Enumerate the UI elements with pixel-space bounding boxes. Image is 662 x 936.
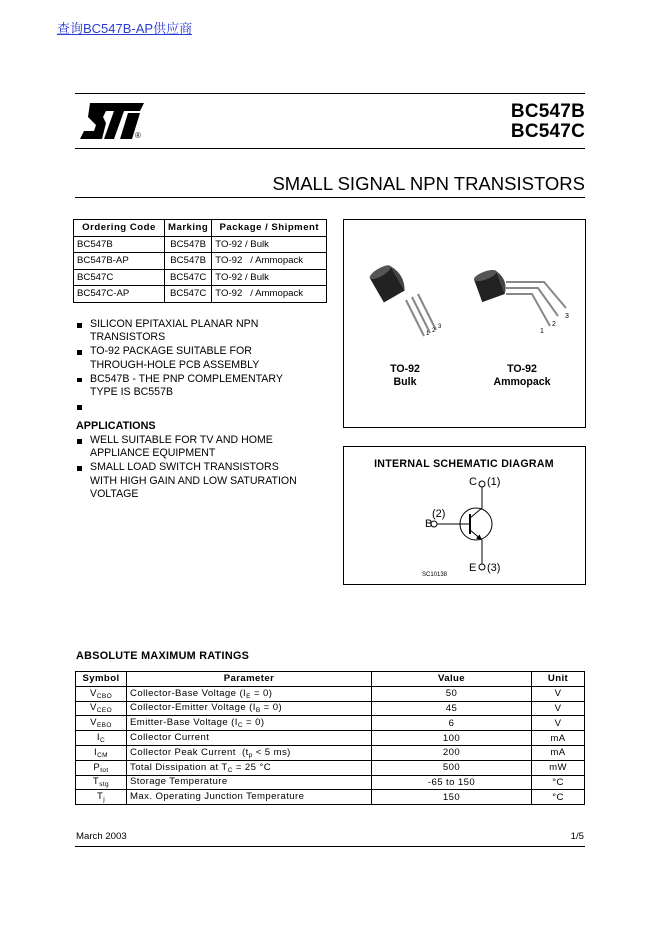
package-shipment: TO-92 / Bulk bbox=[212, 269, 327, 286]
unit-cell: V bbox=[532, 701, 585, 716]
applications-heading: APPLICATIONS bbox=[76, 420, 156, 432]
to92-ammopack-icon bbox=[472, 268, 572, 338]
symbol-cell: $I_C$ bbox=[76, 731, 127, 746]
parameter-cell: Max. Operating Junction Temperature bbox=[127, 790, 372, 805]
parameter-cell: Emitter-Base Voltage $(I_C = 0)$ bbox=[127, 716, 372, 731]
table-row bbox=[76, 731, 585, 746]
header-ordering-code: Ordering Code bbox=[74, 220, 165, 237]
unit-cell: °C bbox=[532, 775, 585, 790]
marking: BC547B bbox=[165, 236, 212, 253]
marking: BC547C bbox=[165, 269, 212, 286]
table-row bbox=[76, 790, 585, 805]
ordering-code: BC547B-AP bbox=[74, 253, 165, 270]
unit-cell: mA bbox=[532, 745, 585, 760]
collector-pin: (1) bbox=[487, 476, 501, 488]
footer-date: March 2003 bbox=[76, 831, 127, 842]
parameter-cell: Total Dissipation at $T_C = 25$ °C bbox=[127, 760, 372, 775]
parameter-cell: Collector Peak Current ($t_p < 5$ ms) bbox=[127, 745, 372, 760]
table-row bbox=[76, 701, 585, 716]
amr-table bbox=[75, 671, 585, 805]
ammopack-label: TO-92 Ammopack bbox=[493, 363, 551, 388]
package-shipment: TO-92 / Ammopack bbox=[212, 253, 327, 270]
bulk-pin-2: 2 bbox=[432, 328, 436, 334]
feature-item: BC547B - THE PNP COMPLEMENTARY TYPE IS BC557B bbox=[76, 373, 336, 400]
ordering-table-header bbox=[74, 220, 327, 237]
unit-cell: mA bbox=[532, 731, 585, 746]
table-row bbox=[74, 269, 327, 286]
datasheet-vendor-link[interactable]: 查询BC547B-AP供应商 bbox=[57, 21, 193, 36]
parameter-cell: Collector-Base Voltage $(I_E = 0)$ bbox=[127, 686, 372, 701]
header-symbol: Symbol bbox=[76, 672, 127, 687]
application-item: WELL SUITABLE FOR TV AND HOME APPLIANCE EQUIPMENT bbox=[76, 434, 336, 461]
package-shipment: TO-92 / Ammopack bbox=[212, 286, 327, 303]
ammo-pin-1: 1 bbox=[540, 328, 544, 335]
amr-table-header bbox=[76, 672, 585, 687]
footer-page-number: 1/5 bbox=[570, 831, 584, 842]
bulk-pin-1: 1 bbox=[426, 331, 430, 337]
feature-item bbox=[76, 400, 336, 413]
symbol-cell: $V_{CBO}$ bbox=[76, 686, 127, 701]
value-cell: 200 bbox=[372, 745, 532, 760]
symbol-cell: $V_{EBO}$ bbox=[76, 716, 127, 731]
marking: BC547B bbox=[165, 253, 212, 270]
marking: BC547C bbox=[165, 286, 212, 303]
parameter-cell: Storage Temperature bbox=[127, 775, 372, 790]
ordering-code: BC547C bbox=[74, 269, 165, 286]
symbol-cell: $T_j$ bbox=[76, 790, 127, 805]
page-title: SMALL SIGNAL NPN TRANSISTORS bbox=[272, 173, 585, 194]
title-rule bbox=[75, 197, 585, 198]
header-marking: Marking bbox=[165, 220, 212, 237]
value-cell: -65 to 150 bbox=[372, 775, 532, 790]
value-cell: 6 bbox=[372, 716, 532, 731]
application-item: SMALL LOAD SWITCH TRANSISTORS WITH HIGH GAIN AND LOW SATURATION VOLTAGE bbox=[76, 461, 336, 501]
symbol-cell: $T_{stg}$ bbox=[76, 775, 127, 790]
header-top-rule bbox=[75, 93, 585, 94]
ammo-pin-3: 3 bbox=[565, 313, 569, 320]
parameter-cell: Collector Current bbox=[127, 731, 372, 746]
table-row bbox=[76, 745, 585, 760]
amr-heading: ABSOLUTE MAXIMUM RATINGS bbox=[76, 650, 250, 662]
value-cell: 500 bbox=[372, 760, 532, 775]
feature-item: SILICON EPITAXIAL PLANAR NPN TRANSISTORS bbox=[76, 318, 336, 345]
unit-cell: °C bbox=[532, 790, 585, 805]
parameter-cell: Collector-Emitter Voltage $(I_B = 0)$ bbox=[127, 701, 372, 716]
symbol-cell: $I_{CM}$ bbox=[76, 745, 127, 760]
emitter-pin: (3) bbox=[487, 562, 501, 574]
table-row bbox=[76, 775, 585, 790]
base-label: B bbox=[425, 518, 433, 530]
value-cell: 100 bbox=[372, 731, 532, 746]
symbol-cell: $P_{tot}$ bbox=[76, 760, 127, 775]
st-logo bbox=[76, 101, 156, 143]
feature-item: TO-92 PACKAGE SUITABLE FOR THROUGH-HOLE PCB ASSEMBLY bbox=[76, 345, 336, 372]
table-row bbox=[76, 760, 585, 775]
unit-cell: V bbox=[532, 686, 585, 701]
bulk-label: TO-92 Bulk bbox=[390, 363, 420, 388]
header-package: Package / Shipment bbox=[212, 220, 327, 237]
applications-list bbox=[76, 434, 336, 502]
value-cell: 150 bbox=[372, 790, 532, 805]
schematic-title: INTERNAL SCHEMATIC DIAGRAM bbox=[374, 458, 554, 470]
bulk-pin-3: 3 bbox=[438, 324, 442, 330]
collector-label: C bbox=[469, 476, 477, 488]
part-number-b: BC547B bbox=[510, 101, 585, 122]
table-row bbox=[74, 286, 327, 303]
ordering-table bbox=[73, 219, 327, 303]
unit-cell: mW bbox=[532, 760, 585, 775]
package-shipment: TO-92 / Bulk bbox=[212, 236, 327, 253]
value-cell: 45 bbox=[372, 701, 532, 716]
emitter-label: E bbox=[469, 562, 477, 574]
st-logo-icon bbox=[76, 101, 156, 143]
features-list bbox=[76, 318, 336, 414]
footer-rule bbox=[75, 846, 585, 847]
ordering-code: BC547B bbox=[74, 236, 165, 253]
part-number-c: BC547C bbox=[510, 121, 585, 142]
registered-mark: ® bbox=[135, 131, 141, 140]
symbol-cell: $V_{CEO}$ bbox=[76, 701, 127, 716]
header-parameter: Parameter bbox=[127, 672, 372, 687]
schematic-code: SC10138 bbox=[422, 572, 448, 578]
table-row bbox=[74, 253, 327, 270]
table-row bbox=[76, 686, 585, 701]
header-bottom-rule bbox=[75, 148, 585, 149]
package-image-box bbox=[343, 219, 586, 428]
header-value: Value bbox=[372, 672, 532, 687]
base-pin: (2) bbox=[432, 508, 446, 520]
ordering-code: BC547C-AP bbox=[74, 286, 165, 303]
value-cell: 50 bbox=[372, 686, 532, 701]
ammo-pin-2: 2 bbox=[552, 321, 556, 328]
unit-cell: V bbox=[532, 716, 585, 731]
table-row bbox=[76, 716, 585, 731]
header-unit: Unit bbox=[532, 672, 585, 687]
table-row bbox=[74, 236, 327, 253]
